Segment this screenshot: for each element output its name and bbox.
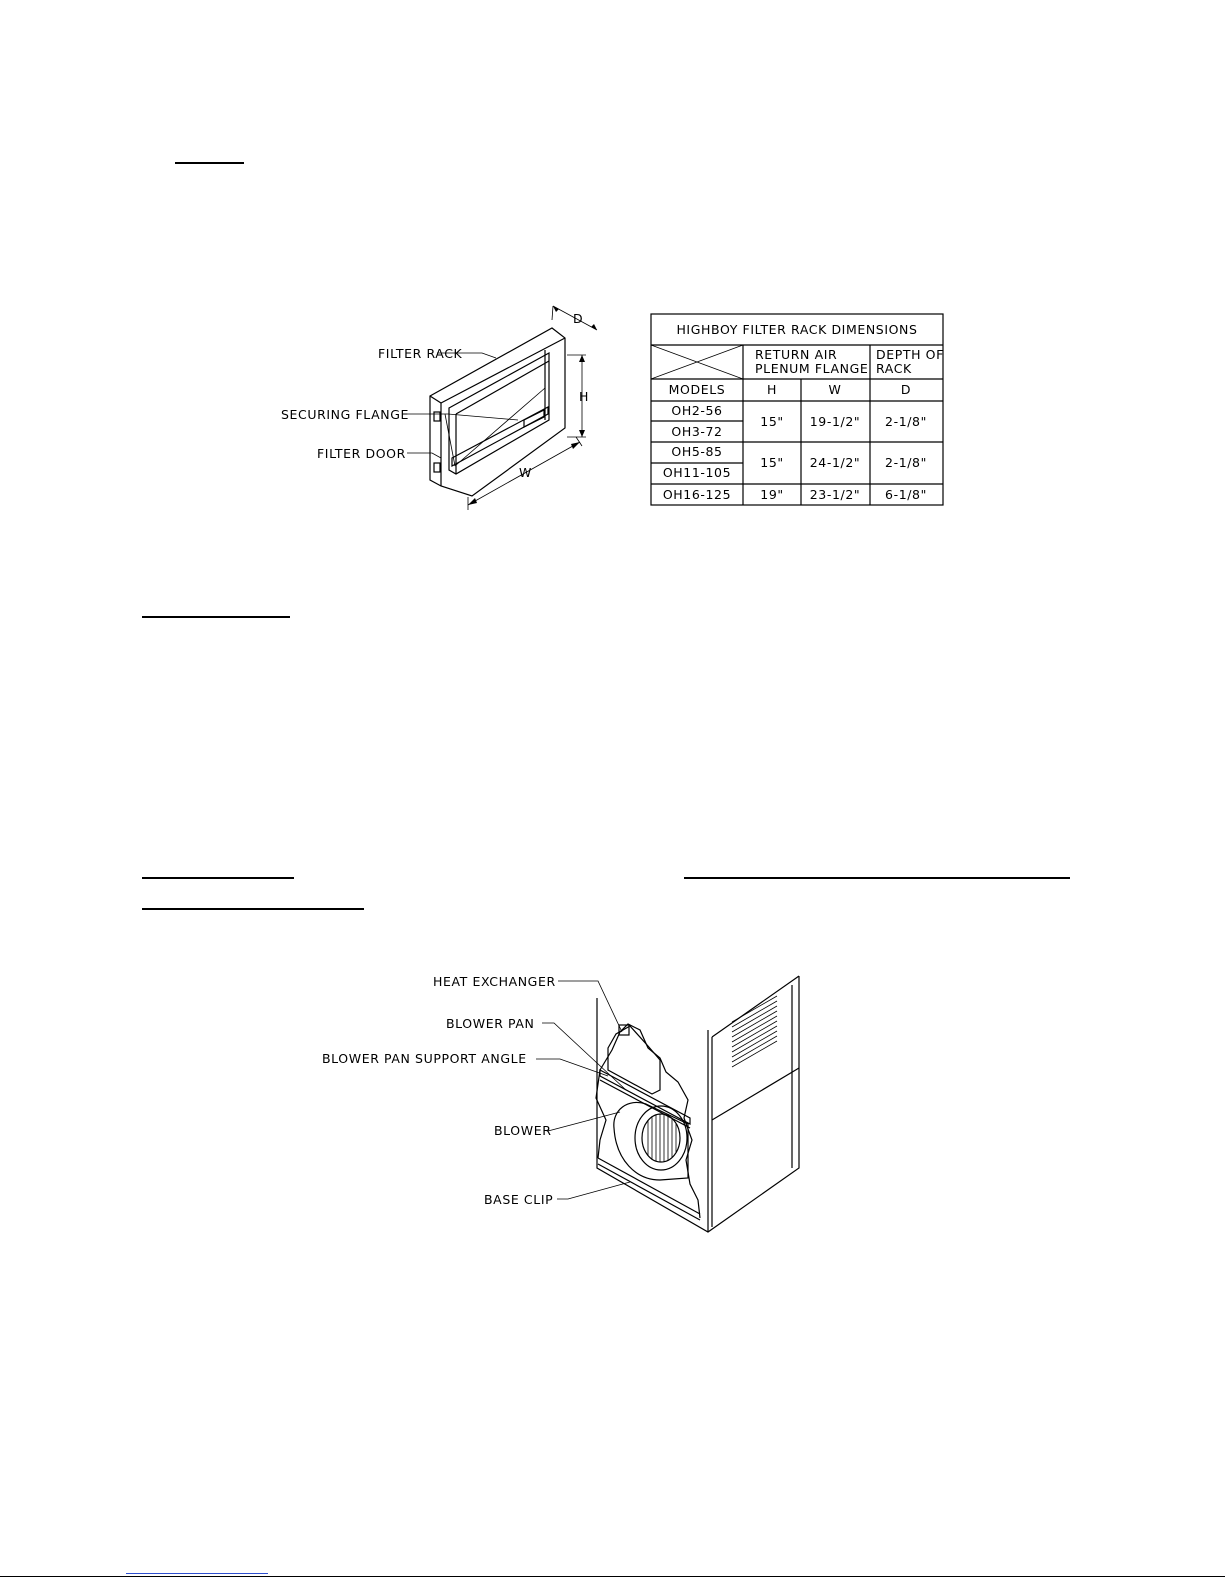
dim-h-label: H (579, 389, 589, 404)
model-cell: OH11-105 (662, 465, 732, 480)
model-cell: OH5-85 (671, 444, 723, 459)
blower-wheel (635, 1106, 687, 1170)
w-value-cell: 19-1/2" (809, 414, 861, 429)
d-value-cell: 2-1/8" (885, 455, 927, 470)
filter-rack-figure (281, 306, 597, 510)
column-header-d: D (900, 382, 912, 397)
dim-d-label: D (573, 311, 584, 326)
d-value-cell: 6-1/8" (885, 487, 927, 502)
h-value-cell: 19" (760, 487, 784, 502)
page-bottom-border (0, 1576, 1225, 1577)
table-title: HIGHBOY FILTER RACK DIMENSIONS (676, 322, 918, 337)
blower-label: BLOWER (494, 1123, 552, 1138)
base-clip-label: BASE CLIP (484, 1192, 554, 1207)
h-value-cell: 15" (760, 455, 784, 470)
filter-door-label: FILTER DOOR (317, 446, 406, 461)
blower-housing (614, 1102, 688, 1180)
model-cell: OH16-125 (662, 487, 732, 502)
depth-header-line1: DEPTH OF (876, 347, 944, 362)
dim-w-label: W (519, 465, 532, 480)
model-cell: OH3-72 (671, 424, 723, 439)
securing-flange-label: SECURING FLANGE (281, 407, 410, 422)
filter-door-slot-top (434, 412, 440, 421)
blower-figure (322, 974, 799, 1232)
heat-exchanger-label: HEAT EXCHANGER (433, 974, 556, 989)
filter-rack-inner-frame (449, 353, 549, 474)
blower-pan-label: BLOWER PAN (446, 1016, 535, 1031)
h-value-cell: 15" (760, 414, 784, 429)
w-value-cell: 23-1/2" (809, 487, 861, 502)
column-header-h: H (767, 382, 777, 397)
d-value-cell: 2-1/8" (885, 414, 927, 429)
depth-header-line2: RACK (876, 361, 912, 376)
dimensions-table (651, 314, 944, 505)
column-header-models: MODELS (668, 382, 726, 397)
blower-wheel-hatch (648, 1114, 676, 1162)
model-cell: OH2-56 (671, 403, 723, 418)
footer-link-underline (126, 1573, 268, 1574)
filter-rack-label: FILTER RACK (378, 346, 463, 361)
return-air-header-line1: RETURN AIR (755, 347, 838, 362)
filter-door-slot-bottom (434, 463, 440, 472)
return-air-header-line2: PLENUM FLANGE (755, 361, 869, 376)
w-value-cell: 24-1/2" (809, 455, 861, 470)
column-header-w: W (828, 382, 842, 397)
blower-pan-support-angle-label: BLOWER PAN SUPPORT ANGLE (322, 1051, 527, 1066)
